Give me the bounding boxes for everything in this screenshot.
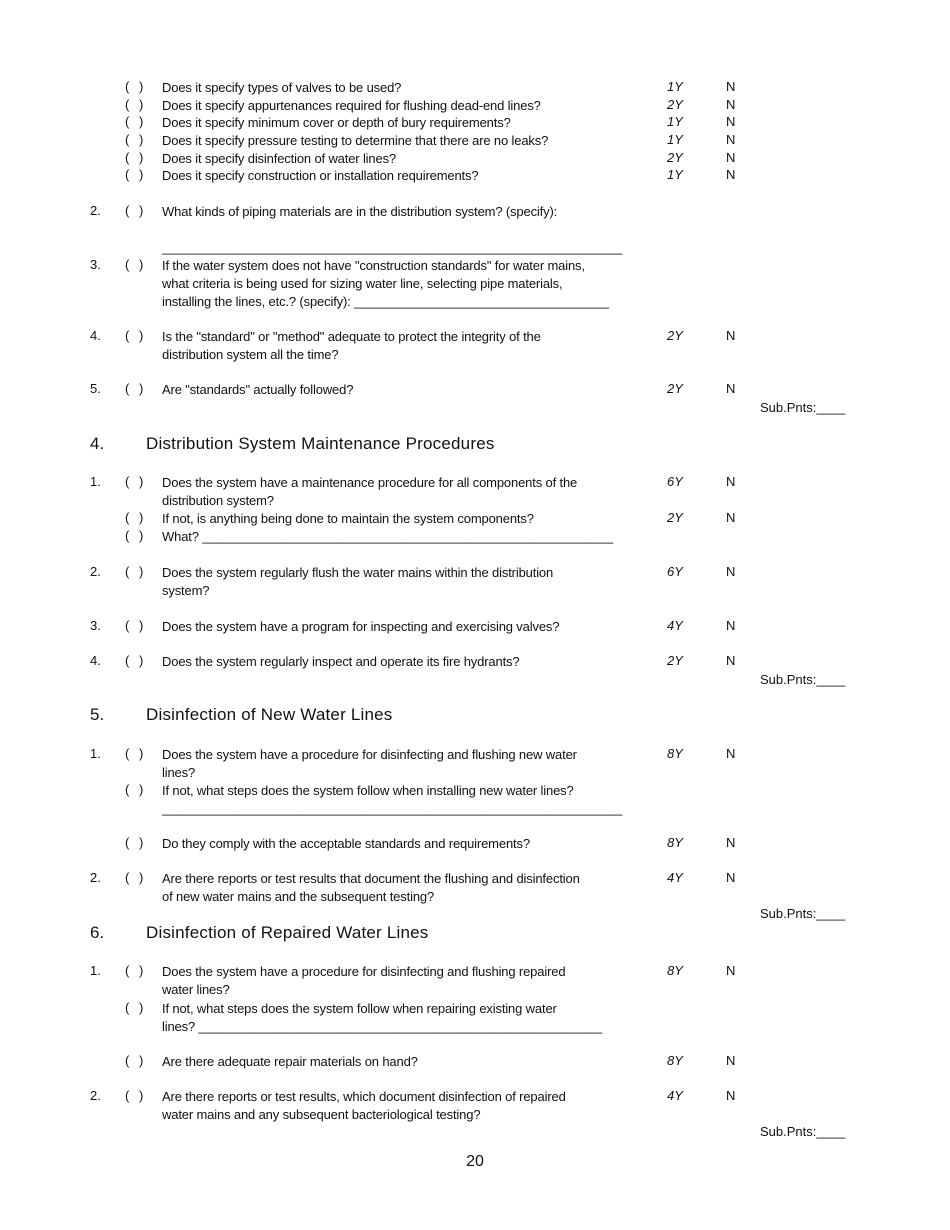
no-option[interactable]: N bbox=[726, 79, 736, 94]
no-option[interactable]: N bbox=[726, 963, 736, 978]
checkbox[interactable]: ( ) bbox=[125, 653, 147, 668]
no-option[interactable]: N bbox=[726, 618, 736, 633]
question-line: Does the system have a procedure for disinfecting and flushing new water bbox=[162, 747, 577, 762]
yes-points[interactable]: 8Y bbox=[667, 835, 683, 850]
item-number: 2. bbox=[90, 564, 101, 579]
checkbox[interactable]: ( ) bbox=[125, 114, 147, 129]
section-title: Distribution System Maintenance Procedures bbox=[146, 434, 495, 453]
section-number: 4. bbox=[90, 434, 105, 453]
item-number: 1. bbox=[90, 963, 101, 978]
subpoints-field: Sub.Pnts:____ bbox=[760, 672, 846, 687]
section-title: Disinfection of Repaired Water Lines bbox=[146, 923, 429, 942]
yes-points[interactable]: 8Y bbox=[667, 963, 683, 978]
question-text bbox=[162, 79, 401, 97]
checkbox[interactable]: ( ) bbox=[125, 564, 147, 579]
question-line: If the water system does not have "construction standards" for water mains, bbox=[162, 258, 585, 273]
no-option[interactable]: N bbox=[726, 510, 736, 525]
question-text bbox=[162, 510, 534, 528]
question-text bbox=[162, 618, 559, 636]
checkbox[interactable]: ( ) bbox=[125, 474, 147, 489]
question-line: Are there reports or test results that document the flushing and disinfection bbox=[162, 871, 580, 886]
no-option[interactable]: N bbox=[726, 1053, 736, 1068]
yes-points[interactable]: 4Y bbox=[667, 1088, 683, 1103]
question-text bbox=[162, 381, 353, 399]
yes-points[interactable]: 1Y bbox=[667, 114, 683, 129]
question-line: Does it specify pressure testing to determine that there are no leaks? bbox=[162, 133, 549, 148]
yes-points[interactable]: 8Y bbox=[667, 746, 683, 761]
question-line: distribution system all the time? bbox=[162, 347, 339, 362]
yes-points[interactable]: 2Y bbox=[667, 328, 683, 343]
question-text bbox=[162, 167, 478, 185]
item-number: 1. bbox=[90, 746, 101, 761]
checkbox[interactable]: ( ) bbox=[125, 1053, 147, 1068]
checkbox[interactable]: ( ) bbox=[125, 150, 147, 165]
checkbox[interactable]: ( ) bbox=[125, 528, 147, 543]
question-text bbox=[162, 870, 580, 906]
checkbox[interactable]: ( ) bbox=[125, 835, 147, 850]
question-text bbox=[162, 835, 530, 853]
no-option[interactable]: N bbox=[726, 474, 736, 489]
question-line: _________________________________________________________________ bbox=[162, 801, 623, 816]
question-line: water lines? bbox=[162, 982, 230, 997]
question-text bbox=[162, 1000, 602, 1036]
no-option[interactable]: N bbox=[726, 564, 736, 579]
no-option[interactable]: N bbox=[726, 746, 736, 761]
subpoints-field: Sub.Pnts:____ bbox=[760, 1124, 846, 1139]
question-line: If not, what steps does the system follow when installing new water lines? bbox=[162, 783, 574, 798]
question-text bbox=[162, 528, 613, 546]
question-text bbox=[162, 257, 609, 311]
question-text bbox=[162, 963, 565, 999]
question-line: Do they comply with the acceptable standards and requirements? bbox=[162, 836, 530, 851]
no-option[interactable]: N bbox=[726, 167, 736, 182]
yes-points[interactable]: 1Y bbox=[667, 79, 683, 94]
checkbox[interactable]: ( ) bbox=[125, 870, 147, 885]
question-line: what criteria is being used for sizing water line, selecting pipe materials, bbox=[162, 276, 563, 291]
no-option[interactable]: N bbox=[726, 835, 736, 850]
checkbox[interactable]: ( ) bbox=[125, 328, 147, 343]
question-line: What? __________________________________________________________ bbox=[162, 529, 613, 544]
no-option[interactable]: N bbox=[726, 114, 736, 129]
item-number: 4. bbox=[90, 653, 101, 668]
question-line: Is the "standard" or "method" adequate to protect the integrity of the bbox=[162, 329, 541, 344]
question-line: Does the system have a program for inspecting and exercising valves? bbox=[162, 619, 560, 634]
section-number: 5. bbox=[90, 705, 105, 724]
question-line: Does the system regularly inspect and operate its fire hydrants? bbox=[162, 654, 520, 669]
no-option[interactable]: N bbox=[726, 97, 736, 112]
no-option[interactable]: N bbox=[726, 328, 736, 343]
question-line: Are there reports or test results, which document disinfection of repaired bbox=[162, 1089, 566, 1104]
yes-points[interactable]: 2Y bbox=[667, 381, 683, 396]
subpoints-field: Sub.Pnts:____ bbox=[760, 400, 846, 415]
checkbox[interactable]: ( ) bbox=[125, 79, 147, 94]
no-option[interactable]: N bbox=[726, 653, 736, 668]
question-line: Are "standards" actually followed? bbox=[162, 382, 354, 397]
no-option[interactable]: N bbox=[726, 870, 736, 885]
no-option[interactable]: N bbox=[726, 1088, 736, 1103]
question-text bbox=[162, 746, 577, 782]
question-text bbox=[162, 132, 548, 150]
question-line: What kinds of piping materials are in the distribution system? (specify): bbox=[162, 204, 558, 219]
checkbox[interactable]: ( ) bbox=[125, 1088, 147, 1103]
question-text bbox=[162, 564, 553, 600]
question-line: Does it specify appurtenances required for flushing dead-end lines? bbox=[162, 98, 541, 113]
question-line: Does it specify minimum cover or depth of bury requirements? bbox=[162, 115, 511, 130]
question-line: If not, is anything being done to maintain the system components? bbox=[162, 511, 534, 526]
yes-points[interactable]: 4Y bbox=[667, 870, 683, 885]
checkbox[interactable]: ( ) bbox=[125, 782, 147, 797]
yes-points[interactable]: 6Y bbox=[667, 564, 683, 579]
checkbox[interactable]: ( ) bbox=[125, 97, 147, 112]
question-line: lines? _________________________________________________________ bbox=[162, 1019, 603, 1034]
question-line: _________________________________________________________________ bbox=[162, 240, 623, 255]
question-line bbox=[162, 221, 622, 239]
question-line: Are there adequate repair materials on hand? bbox=[162, 1054, 418, 1069]
question-line: lines? bbox=[162, 765, 196, 780]
checkbox[interactable]: ( ) bbox=[125, 746, 147, 761]
item-number: 2. bbox=[90, 203, 101, 218]
question-text bbox=[162, 328, 541, 364]
checkbox[interactable]: ( ) bbox=[125, 132, 147, 147]
question-text bbox=[162, 150, 396, 168]
question-line: system? bbox=[162, 583, 210, 598]
no-option[interactable]: N bbox=[726, 381, 736, 396]
item-number: 2. bbox=[90, 1088, 101, 1103]
yes-points[interactable]: 8Y bbox=[667, 1053, 683, 1068]
page-number: 20 bbox=[466, 1153, 484, 1170]
question-line: Does the system have a maintenance procedure for all components of the bbox=[162, 475, 578, 490]
checkbox[interactable]: ( ) bbox=[125, 167, 147, 182]
question-text bbox=[162, 782, 622, 818]
question-line: Does it specify disinfection of water lines? bbox=[162, 151, 397, 166]
question-line: Does it specify construction or installation requirements? bbox=[162, 168, 479, 183]
yes-points[interactable]: 2Y bbox=[667, 510, 683, 525]
yes-points[interactable]: 1Y bbox=[667, 132, 683, 147]
item-number: 3. bbox=[90, 257, 101, 272]
no-option[interactable]: N bbox=[726, 150, 736, 165]
checkbox[interactable]: ( ) bbox=[125, 1000, 147, 1015]
no-option[interactable]: N bbox=[726, 132, 736, 147]
question-text bbox=[162, 653, 519, 671]
item-number: 2. bbox=[90, 870, 101, 885]
question-text bbox=[162, 203, 622, 257]
question-line: distribution system? bbox=[162, 493, 274, 508]
checkbox[interactable]: ( ) bbox=[125, 381, 147, 396]
yes-points[interactable]: 6Y bbox=[667, 474, 683, 489]
question-line: If not, what steps does the system follow when repairing existing water bbox=[162, 1001, 557, 1016]
section-title: Disinfection of New Water Lines bbox=[146, 705, 393, 724]
yes-points[interactable]: 1Y bbox=[667, 167, 683, 182]
checkbox[interactable]: ( ) bbox=[125, 510, 147, 525]
question-line: installing the lines, etc.? (specify): ____________________________________ bbox=[162, 294, 610, 309]
question-text bbox=[162, 474, 577, 510]
question-line: of new water mains and the subsequent testing? bbox=[162, 889, 435, 904]
checkbox[interactable]: ( ) bbox=[125, 618, 147, 633]
yes-points[interactable]: 2Y bbox=[667, 97, 683, 112]
yes-points[interactable]: 2Y bbox=[667, 150, 683, 165]
question-text bbox=[162, 1053, 418, 1071]
item-number: 3. bbox=[90, 618, 101, 633]
item-number: 1. bbox=[90, 474, 101, 489]
question-line: Does the system regularly flush the water mains within the distribution bbox=[162, 565, 554, 580]
question-line: water mains and any subsequent bacteriological testing? bbox=[162, 1107, 481, 1122]
checkbox[interactable]: ( ) bbox=[125, 963, 147, 978]
question-text bbox=[162, 97, 541, 115]
section-number: 6. bbox=[90, 923, 105, 942]
checkbox[interactable]: ( ) bbox=[125, 203, 147, 218]
checkbox[interactable]: ( ) bbox=[125, 257, 147, 272]
question-text bbox=[162, 114, 511, 132]
yes-points[interactable]: 2Y bbox=[667, 653, 683, 668]
item-number: 5. bbox=[90, 381, 101, 396]
subpoints-field: Sub.Pnts:____ bbox=[760, 906, 846, 921]
item-number: 4. bbox=[90, 328, 101, 343]
question-text bbox=[162, 1088, 566, 1124]
question-line: Does the system have a procedure for disinfecting and flushing repaired bbox=[162, 964, 566, 979]
question-line: Does it specify types of valves to be used? bbox=[162, 80, 402, 95]
yes-points[interactable]: 4Y bbox=[667, 618, 683, 633]
